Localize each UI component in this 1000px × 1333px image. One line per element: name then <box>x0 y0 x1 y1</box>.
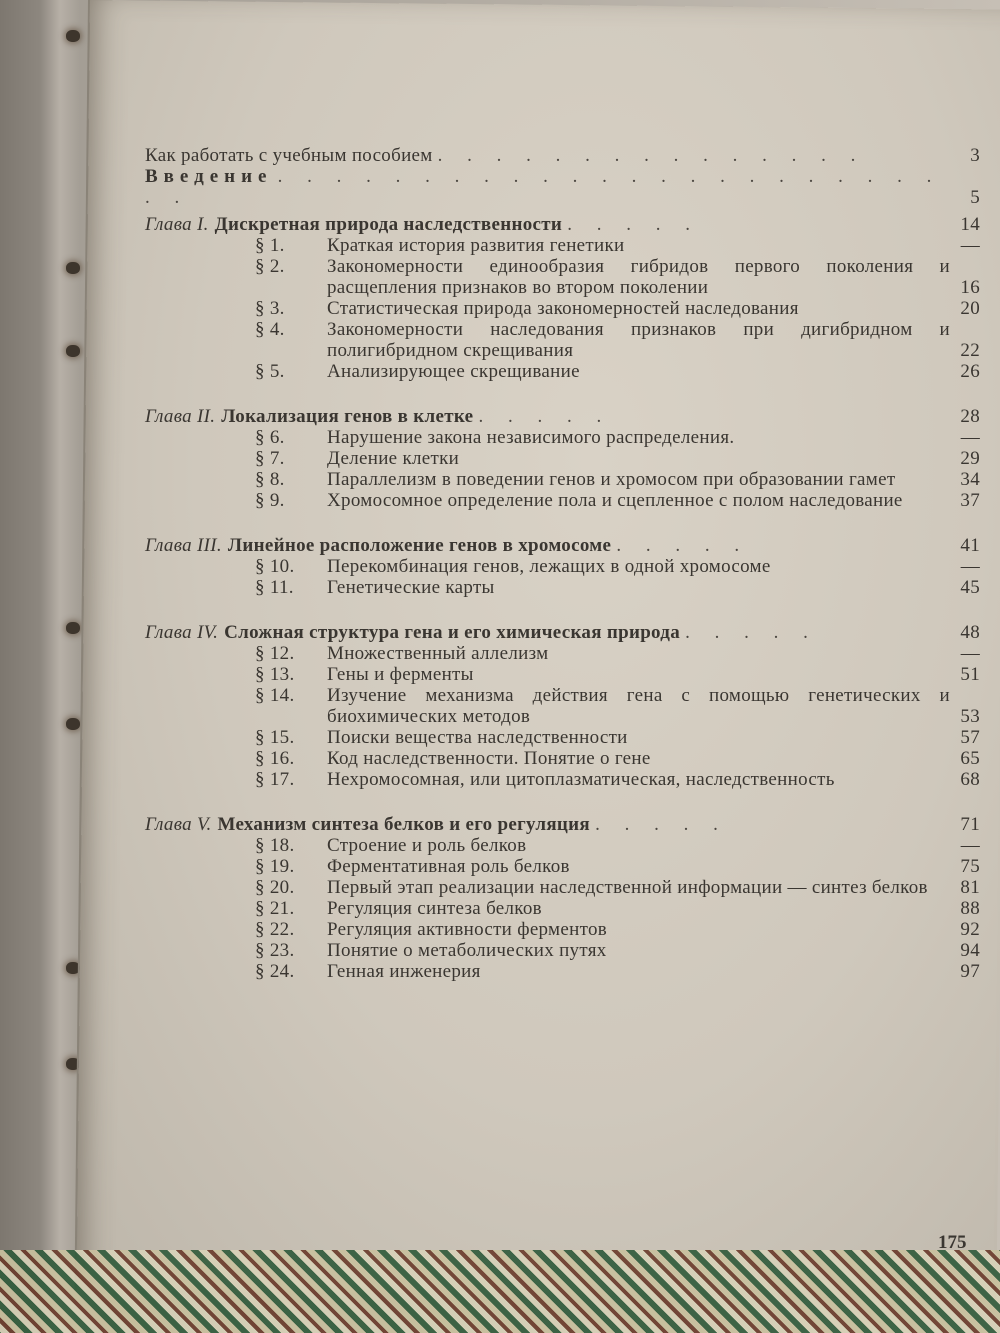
toc-page-number: 51 <box>960 664 980 685</box>
toc-section-item <box>145 769 980 790</box>
toc-front-item <box>145 166 980 208</box>
leader-dots: . . . . . <box>616 535 750 556</box>
section-number: § 1. <box>255 235 285 256</box>
toc-page-number: 75 <box>960 856 980 877</box>
chapter-gap <box>145 511 980 535</box>
section-number: § 2. <box>255 256 285 277</box>
page-folio: 175 <box>938 1232 967 1253</box>
toc-page-number: 16 <box>960 277 980 298</box>
section-title: Регуляция активности ферментов <box>327 919 608 940</box>
toc-chapter-heading <box>145 535 980 556</box>
toc-section-item <box>145 235 980 256</box>
toc-page-number: 41 <box>960 535 980 556</box>
section-title: Множественный аллелизм <box>327 643 549 664</box>
toc-section-item <box>145 727 980 748</box>
toc-page-number: 94 <box>960 940 980 961</box>
toc-page-number: 34 <box>960 469 980 490</box>
section-number: § 7. <box>255 448 285 469</box>
chapter-title: Линейное расположение генов в хромосоме <box>227 535 612 556</box>
chapter-label: Глава IV. <box>145 622 219 643</box>
section-number: § 3. <box>255 298 285 319</box>
leader-dots: . . . . . . . . . . . . . . . <box>437 145 866 166</box>
section-number: § 17. <box>255 769 295 790</box>
toc-section-item <box>145 427 980 448</box>
toc-section-item <box>145 298 980 319</box>
chapter-title: Дискретная природа наследственности <box>214 214 563 235</box>
chapter-list <box>145 208 980 982</box>
section-number: § 19. <box>255 856 295 877</box>
toc-section-item <box>145 919 980 940</box>
tablecloth <box>0 1250 1000 1333</box>
toc-section-item <box>145 256 980 298</box>
section-number: § 16. <box>255 748 295 769</box>
leader-dots: . . . . . . . . . . . . . . . . . . . . . . . . . <box>145 166 942 208</box>
section-number: § 14. <box>255 685 295 706</box>
toc-page-number: — <box>960 235 980 256</box>
chapter-title: Механизм синтеза белков и его регуляция <box>217 814 590 835</box>
section-title: Первый этап реализации наследственной информации — синтез белков <box>327 877 928 898</box>
toc-section-item <box>145 961 980 982</box>
section-number: § 12. <box>255 643 295 664</box>
toc-section-item <box>145 643 980 664</box>
toc-page-number: 65 <box>960 748 980 769</box>
section-number: § 18. <box>255 835 295 856</box>
toc-page-number: 48 <box>960 622 980 643</box>
section-title: Перекомбинация генов, лежащих в одной хромосоме <box>327 556 771 577</box>
toc-section-item <box>145 361 980 382</box>
stitch-mark <box>66 262 80 274</box>
toc-section-item <box>145 748 980 769</box>
section-title: Строение и роль белков <box>327 835 527 856</box>
toc-page-number: 81 <box>960 877 980 898</box>
toc-page-number: — <box>960 643 980 664</box>
section-number: § 23. <box>255 940 295 961</box>
stitch-mark <box>66 718 80 730</box>
section-title: Генетические карты <box>327 577 495 598</box>
section-title: Код наследственности. Понятие о гене <box>327 748 651 769</box>
toc-page-number: — <box>960 835 980 856</box>
toc-page-number: 53 <box>960 706 980 727</box>
toc-page-number: 37 <box>960 490 980 511</box>
section-number: § 22. <box>255 919 295 940</box>
section-title: Генная инженерия <box>327 961 481 982</box>
section-title: Закономерности наследования признаков при дигибридном и полигибридном скрещивания <box>327 319 950 361</box>
section-title: Краткая история развития генетики <box>327 235 625 256</box>
toc-page-number: 14 <box>960 214 980 235</box>
toc-front-item <box>145 145 980 166</box>
toc-section-item <box>145 685 980 727</box>
chapter-gap <box>145 598 980 622</box>
leader-dots: . . . . . <box>567 214 700 235</box>
toc-page-number: 22 <box>960 340 980 361</box>
toc-section-item <box>145 319 980 361</box>
leader-dots: . . . . . <box>685 622 818 643</box>
chapter-label: Глава I. <box>145 214 209 235</box>
toc-page-number: 5 <box>970 187 980 208</box>
toc-section-item <box>145 940 980 961</box>
stitch-mark <box>66 345 80 357</box>
toc-page-number: 71 <box>960 814 980 835</box>
chapter-label: Глава III. <box>145 535 222 556</box>
section-title: Нарушение закона независимого распределения. <box>327 427 735 448</box>
section-title: Изучение механизма действия гена с помощью генетических и биохимических методов <box>327 685 950 727</box>
section-title: Гены и ферменты <box>327 664 474 685</box>
chapter-label: Глава V. <box>145 814 212 835</box>
section-title: Анализирующее скрещивание <box>327 361 580 382</box>
toc-page-number: 97 <box>960 961 980 982</box>
toc-page-number: — <box>960 556 980 577</box>
toc-section-item <box>145 448 980 469</box>
leader-dots: . . . . . <box>595 814 728 835</box>
toc-section-item <box>145 469 980 490</box>
stitch-mark <box>66 30 80 42</box>
section-title: Закономерности единообразия гибридов первого поколения и расщепления признаков во втором поколении <box>327 256 950 298</box>
section-number: § 20. <box>255 877 295 898</box>
toc-page-number: 20 <box>960 298 980 319</box>
toc-page-number: 3 <box>970 145 980 166</box>
section-number: § 24. <box>255 961 295 982</box>
stitch-mark <box>66 622 80 634</box>
toc-section-item <box>145 877 980 898</box>
section-title: Хромосомное определение пола и сцепленное с полом наследование <box>327 490 903 511</box>
chapter-label: Глава II. <box>145 406 216 427</box>
chapter-gap <box>145 790 980 814</box>
toc-section-item <box>145 835 980 856</box>
section-title: Нехромосомная, или цитоплазматическая, наследственность <box>327 769 835 790</box>
toc-page-number: 28 <box>960 406 980 427</box>
section-title: Ферментативная роль белков <box>327 856 570 877</box>
leader-dots: . . . . . <box>478 406 612 427</box>
section-number: § 9. <box>255 490 285 511</box>
section-title: Поиски вещества наследственности <box>327 727 628 748</box>
section-title: Параллелизм в поведении генов и хромосом при образовании гамет <box>327 469 896 490</box>
toc-section-item <box>145 664 980 685</box>
section-number: § 5. <box>255 361 285 382</box>
section-number: § 8. <box>255 469 285 490</box>
section-title: Понятие о метаболических путях <box>327 940 607 961</box>
toc-section-item <box>145 577 980 598</box>
chapter-title: Сложная структура гена и его химическая природа <box>224 622 681 643</box>
section-title: Регуляция синтеза белков <box>327 898 542 919</box>
table-of-contents <box>145 145 980 982</box>
toc-page-number: 57 <box>960 727 980 748</box>
toc-page-number: 92 <box>960 919 980 940</box>
toc-page-number: 88 <box>960 898 980 919</box>
toc-page-number: — <box>960 427 980 448</box>
section-title: Деление клетки <box>327 448 460 469</box>
section-number: § 6. <box>255 427 285 448</box>
toc-page-number: 29 <box>960 448 980 469</box>
section-number: § 21. <box>255 898 295 919</box>
toc-chapter-heading <box>145 622 980 643</box>
section-number: § 13. <box>255 664 295 685</box>
toc-section-item <box>145 556 980 577</box>
toc-chapter-heading <box>145 814 980 835</box>
toc-page-number: 45 <box>960 577 980 598</box>
toc-page-number: 26 <box>960 361 980 382</box>
section-number: § 4. <box>255 319 285 340</box>
chapter-gap <box>145 382 980 406</box>
section-number: § 15. <box>255 727 295 748</box>
toc-entry-title: Как работать с учебным пособием <box>145 145 433 166</box>
section-number: § 10. <box>255 556 295 577</box>
toc-section-item <box>145 898 980 919</box>
toc-entry-title: Введение <box>145 166 273 187</box>
toc-chapter-heading <box>145 214 980 235</box>
toc-section-item <box>145 856 980 877</box>
section-title: Статистическая природа закономерностей наследования <box>327 298 799 319</box>
toc-page-number: 68 <box>960 769 980 790</box>
toc-chapter-heading <box>145 406 980 427</box>
chapter-title: Локализация генов в клетке <box>221 406 474 427</box>
toc-section-item <box>145 490 980 511</box>
section-number: § 11. <box>255 577 294 598</box>
